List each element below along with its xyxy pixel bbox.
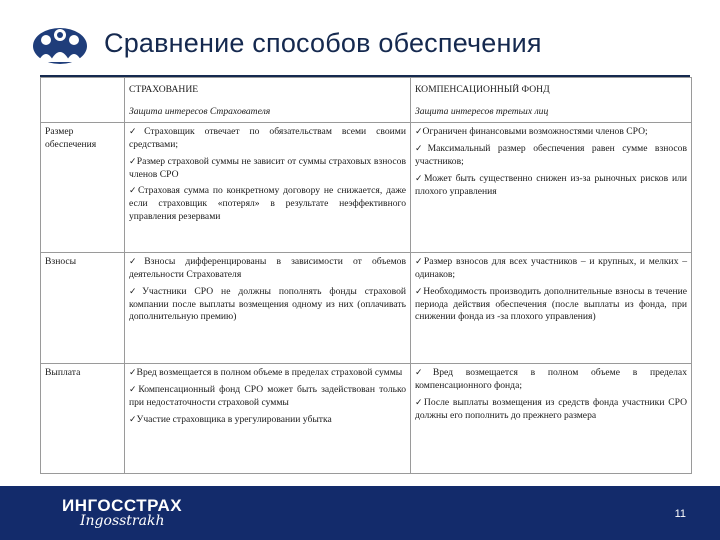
list-item [415, 143, 687, 169]
list-item [129, 414, 406, 427]
checkmark-icon: ✓ [129, 156, 137, 167]
checkmark-icon: ✓ [129, 368, 137, 379]
checkmark-icon: ✓ [129, 385, 139, 396]
item-text: Участие страховщика в урегулировании убытка [136, 413, 332, 425]
item-text: Размер страховой суммы не зависит от суммы страховых взносов членов СРО [129, 155, 407, 180]
insurance-cell [125, 253, 411, 364]
row-label: Взносы [41, 253, 125, 364]
page-number: 11 [674, 508, 686, 520]
list-item [415, 286, 687, 324]
list-item [129, 256, 406, 282]
fund-heading: КОМПЕНСАЦИОННЫЙ ФОНД [415, 84, 550, 95]
list-item [129, 156, 406, 182]
checkmark-icon: ✓ [129, 257, 145, 268]
insurance-cell [125, 364, 411, 474]
item-text: Ограничен финансовыми возможностями членов СРО; [422, 126, 648, 138]
list-item [129, 367, 406, 380]
item-text: Вред возмещается в полном объеме в пределах страховой суммы [136, 367, 403, 379]
checkmark-icon: ✓ [415, 173, 424, 184]
checkmark-icon: ✓ [129, 127, 145, 138]
table-row [41, 253, 692, 364]
row-label: Выплата [41, 364, 125, 474]
header-fund [411, 78, 692, 123]
checkmark-icon: ✓ [415, 257, 424, 268]
list-item [415, 367, 687, 393]
checkmark-icon: ✓ [415, 127, 423, 138]
item-text: Взносы дифференцированы в зависимости от объемов деятельности Страхователя [129, 256, 406, 281]
brand-name: ИНГОССТРАХ [62, 496, 183, 515]
item-text: Участники СРО не должны пополнять фонды страховой компании после выплаты возмещения одному из них (оплачивать дополнительную премию) [129, 285, 407, 323]
insurance-subheading: Защита интересов Страхователя [129, 105, 271, 117]
checkmark-icon: ✓ [415, 368, 433, 379]
item-text: Может быть существенно снижен из-за рыночных рисков или плохого управления [415, 172, 687, 197]
checkmark-icon: ✓ [415, 144, 428, 155]
item-text: После выплаты возмещения из средств фонда участники СРО должны его пополнить до прежнего размера [415, 396, 688, 421]
table-row [41, 364, 692, 474]
list-item [129, 384, 406, 410]
brand-logo [62, 496, 182, 529]
checkmark-icon: ✓ [129, 414, 137, 425]
checkmark-icon: ✓ [415, 397, 424, 408]
list-item [129, 185, 406, 223]
table-row [41, 123, 692, 253]
list-item [129, 126, 406, 152]
item-text: Размер взносов для всех участников – и крупных, и мелких – одинаков; [415, 256, 687, 281]
fund-subheading: Защита интересов третьих лиц [415, 105, 549, 117]
list-item [415, 126, 687, 139]
people-group-logo-icon [32, 22, 88, 66]
header-insurance [125, 78, 411, 123]
list-item [415, 256, 687, 282]
item-text: Необходимость производить дополнительные взносы в течение периода действия обеспечения (после выплаты из фонда, при снижении фонда из -за плохого управления) [415, 285, 687, 323]
comparison-table [40, 77, 692, 474]
list-item [415, 397, 687, 423]
footer-bar [0, 486, 720, 540]
insurance-cell [125, 123, 411, 253]
fund-cell [411, 364, 692, 474]
item-text: Максимальный размер обеспечения равен сумме взносов участников; [415, 143, 687, 168]
list-item [415, 173, 687, 199]
page-title: Сравнение способов обеспечения [104, 28, 542, 58]
brand-name-latin: Ingosstrakh [80, 513, 165, 529]
item-text: Вред возмещается в полном объеме в пределах компенсационного фонда; [415, 367, 687, 392]
checkmark-icon: ✓ [129, 186, 139, 197]
fund-cell [411, 123, 692, 253]
item-text: Страховая сумма по конкретному договору не снижается, даже если страховщик «потерял» в результате неэффективного управления резервами [129, 185, 406, 222]
item-text: Компенсационный фонд СРО может быть задействован только при недостаточности страховой суммы [129, 384, 406, 409]
fund-cell [411, 253, 692, 364]
row-label: Размер обеспечения [41, 123, 125, 253]
header-row [41, 78, 692, 123]
insurance-heading: СТРАХОВАНИЕ [129, 84, 199, 95]
header-empty-cell [41, 78, 125, 123]
item-text: Страховщик отвечает по обязательствам всеми своими средствами; [129, 126, 406, 151]
checkmark-icon: ✓ [415, 286, 424, 297]
list-item [129, 286, 406, 324]
checkmark-icon: ✓ [129, 286, 143, 297]
